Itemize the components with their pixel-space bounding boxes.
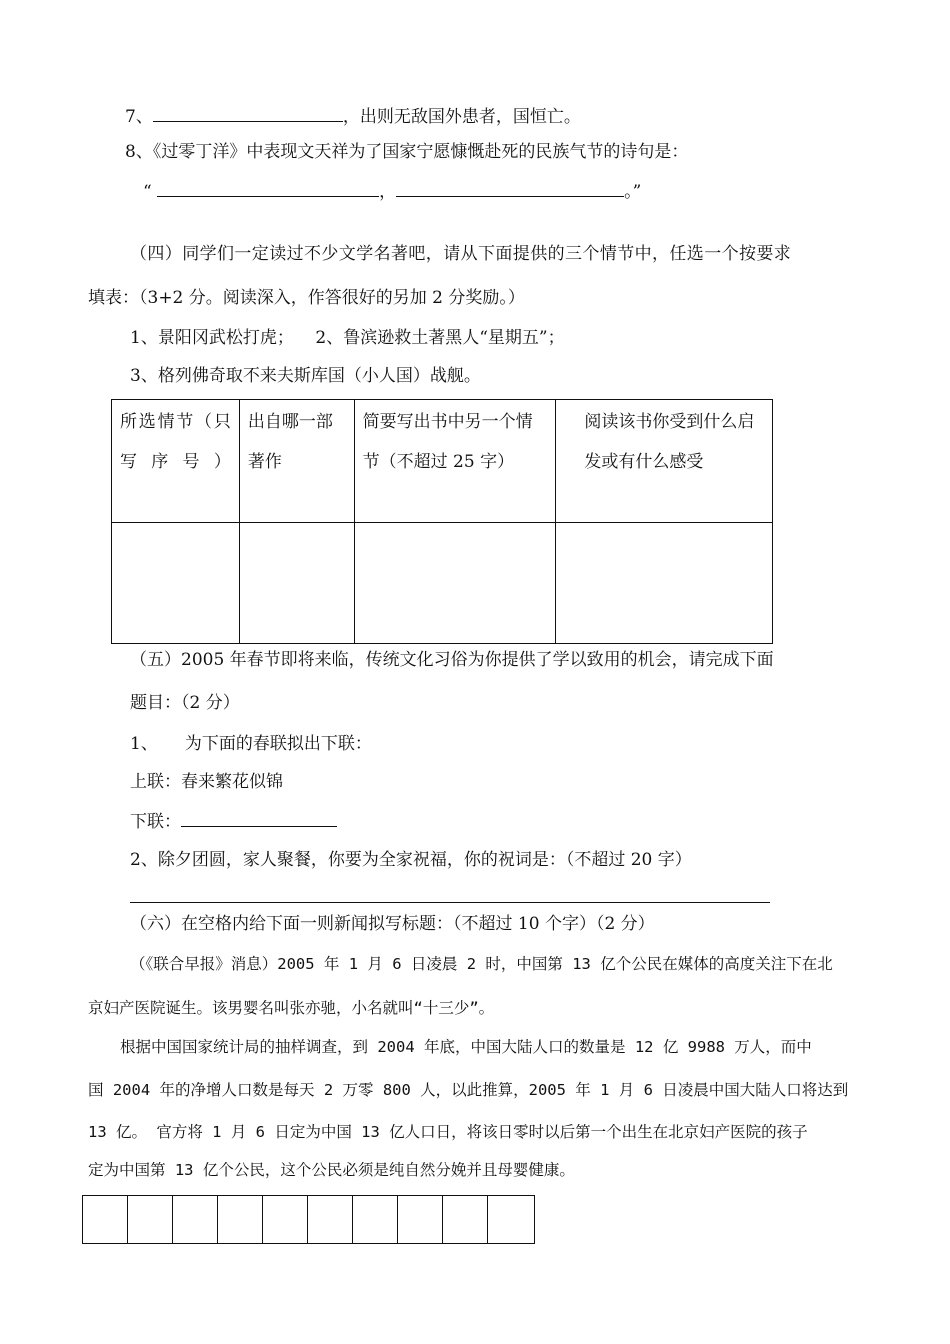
reading-table: [111, 399, 773, 644]
close-quote: 。”: [624, 182, 642, 202]
header-cell-episode: 所选情节（只写序号）: [112, 400, 240, 523]
question-7: [125, 103, 581, 129]
section-4-intro-1: （四）同学们一定读过不少文学名著吧，请从下面提供的三个情节中，任选一个按要求: [130, 244, 792, 264]
answer-blank-8a[interactable]: [157, 178, 379, 197]
question-7-number: 7、: [125, 107, 153, 127]
news-line-2: 京妇产医院诞生。该男婴名叫张亦驰，小名就叫“十三少”。: [88, 999, 495, 1017]
question-7-text: ，出则无敌国外患者，国恒亡。: [342, 107, 581, 127]
header-cell-book: 出自哪一部著作: [239, 400, 354, 523]
news-line-4: 国 2004 年的净增人口数是每天 2 万零 800 人，以此推算，2005 年 1 月 6 日凌晨中国大陆人口将达到: [88, 1081, 849, 1099]
comma: ，: [379, 182, 397, 202]
answer-cell-another-episode[interactable]: [354, 523, 556, 644]
section-5-q1: 1、 为下面的春联拟出下联：: [130, 734, 372, 754]
open-quote: “: [143, 182, 152, 202]
title-box-9[interactable]: [442, 1195, 488, 1244]
news-line-3: 根据中国国家统计局的抽样调查，到 2004 年底，中国大陆人口的数量是 12 亿 9988 万人，而中: [120, 1038, 812, 1056]
title-box-7[interactable]: [352, 1195, 398, 1244]
section-6-intro: （六）在空格内给下面一则新闻拟写标题：（不超过 10 个字）（2 分）: [130, 914, 655, 934]
title-box-10[interactable]: [487, 1195, 535, 1244]
header-cell-another-episode: 简要写出书中另一个情节（不超过 25 字）: [354, 400, 556, 523]
upper-couplet: 上联：春来繁花似锦: [130, 772, 283, 792]
answer-cell-book[interactable]: [239, 523, 354, 644]
answer-cell-insight[interactable]: [556, 523, 773, 644]
lower-couplet-label: 下联：: [130, 812, 181, 832]
answer-line-blessing[interactable]: [130, 902, 770, 903]
title-box-6[interactable]: [307, 1195, 353, 1244]
section-5-q2: 2、除夕团圆，家人聚餐，你要为全家祝福，你的祝词是：（不超过 20 字）: [130, 850, 692, 870]
title-box-2[interactable]: [127, 1195, 173, 1244]
news-line-6: 定为中国第 13 亿个公民，这个公民必须是纯自然分娩并且母婴健康。: [88, 1161, 575, 1179]
answer-blank-7[interactable]: [153, 103, 343, 122]
header-cell-insight: 阅读该书你受到什么启发或有什么感受: [556, 400, 773, 523]
title-box-3[interactable]: [172, 1195, 218, 1244]
title-box-1[interactable]: [82, 1195, 128, 1244]
answer-cell-episode[interactable]: [112, 523, 240, 644]
news-line-5: 13 亿。 官方将 1 月 6 日定为中国 13 亿人口日，将该日零时以后第一个出生在北京妇产医院的孩子: [88, 1123, 808, 1141]
section-4-options-1: 1、景阳冈武松打虎； 2、鲁滨逊救土著黑人“星期五”；: [130, 328, 565, 348]
section-4-intro-2: 填表：（3+2 分。阅读深入，作答很好的另加 2 分奖励。）: [88, 288, 525, 308]
section-4-options-2: 3、格列佛奇取不来夫斯库国（小人国）战舰。: [130, 366, 481, 386]
answer-blank-8b[interactable]: [396, 178, 624, 197]
answer-blank-lower-couplet[interactable]: [181, 808, 337, 827]
section-5-intro-2: 题目：（2 分）: [130, 693, 240, 713]
question-8: 8、《过零丁洋》中表现文天祥为了国家宁愿慷慨赴死的民族气节的诗句是：: [125, 142, 689, 162]
section-5-intro-1: （五）2005 年春节即将来临，传统文化习俗为你提供了学以致用的机会，请完成下面: [130, 650, 774, 670]
question-8-answer-line: [143, 178, 641, 204]
news-line-1: （《联合早报》消息）2005 年 1 月 6 日凌晨 2 时，中国第 13 亿个公民在媒体的高度关注下在北: [130, 955, 833, 973]
lower-couplet: [130, 808, 337, 834]
title-box-5[interactable]: [262, 1195, 308, 1244]
title-box-4[interactable]: [217, 1195, 263, 1244]
title-box-8[interactable]: [397, 1195, 443, 1244]
